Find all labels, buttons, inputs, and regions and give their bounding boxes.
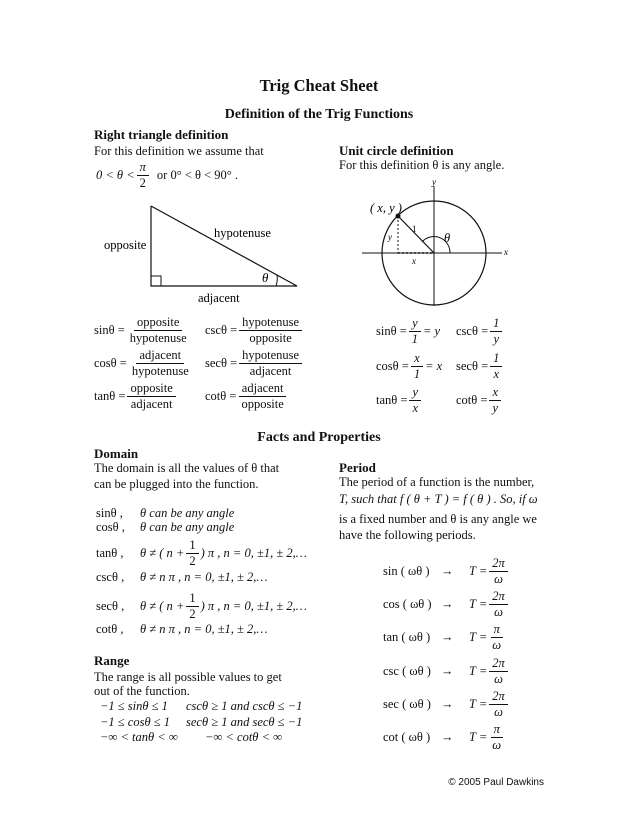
uc-def-3-fraction (490, 351, 502, 382)
right-triangle-diagram (94, 196, 314, 306)
domain-heading: Domain (94, 446, 139, 461)
period-0-fraction (489, 556, 508, 587)
rt-def-2-fraction (129, 348, 192, 379)
period-5-fraction (489, 722, 504, 753)
uc-def-0-numerator: y (409, 316, 421, 332)
label-theta: θ (262, 270, 269, 285)
triangle-outline (151, 206, 297, 286)
range-heading: Range (94, 653, 130, 668)
period-2-numerator: π (491, 622, 503, 638)
period-T-3: T = (469, 664, 488, 678)
uc-def-0-fraction (409, 316, 421, 347)
uc-def-tail-2: = x (425, 359, 443, 373)
domain-cond-b-4: ) π , n = 0, ±1, ± 2,… (200, 599, 307, 613)
uc-def-4 (376, 385, 423, 416)
domain-half-4-numerator: 1 (186, 591, 198, 607)
rt-def-0-numerator: opposite (134, 315, 182, 331)
assumption-left: 0 < θ < (96, 168, 135, 182)
theta-label: θ (444, 231, 451, 245)
domain-cond-a-2: θ ≠ ( n + (140, 546, 185, 560)
rt-def-0-fraction (127, 315, 190, 346)
rt-def-5-numerator: adjacent (239, 381, 287, 397)
uc-def-5-numerator: x (489, 385, 501, 401)
rt-def-4 (94, 381, 178, 412)
uc-def-1 (456, 316, 504, 347)
period-5-numerator: π (491, 722, 503, 738)
rt-def-5-denominator: opposite (241, 397, 284, 411)
uc-def-2 (376, 351, 442, 382)
section-heading-facts: Facts and Properties (257, 430, 381, 445)
domain-row-2 (96, 538, 307, 569)
rt-def-2-denominator: hypotenuse (131, 364, 189, 378)
range-left-1: −1 ≤ cosθ ≤ 1 (100, 715, 170, 729)
period-4-denominator: ω (494, 705, 503, 719)
right-triangle-intro: For this definition we assume that (94, 144, 264, 158)
period-2-denominator: ω (492, 638, 502, 652)
domain-half-2-fraction (186, 538, 198, 569)
rt-def-3-denominator: adjacent (249, 364, 292, 378)
copyright-footer: © 2005 Paul Dawkins (448, 777, 544, 788)
domain-intro-2: can be plugged into the function. (94, 477, 259, 491)
period-arrow-3: → (441, 664, 454, 678)
page-title: Trig Cheat Sheet (259, 76, 379, 95)
period-fn-2: tan ( ωθ ) (383, 630, 431, 644)
uc-def-fn-5: cotθ = (456, 393, 488, 407)
domain-row-0 (96, 506, 234, 521)
period-0-numerator: 2π (489, 556, 508, 572)
uc-def-2-denominator: 1 (413, 367, 421, 381)
y-label: y (388, 232, 392, 242)
period-1-denominator: ω (494, 605, 503, 619)
domain-row-5 (96, 622, 268, 637)
period-3-denominator: ω (494, 672, 503, 686)
rt-def-fn-0: sinθ = (94, 323, 125, 337)
uc-def-3-numerator: 1 (490, 351, 502, 367)
uc-def-fn-1: cscθ = (456, 324, 489, 338)
uc-def-0-denominator: 1 (411, 332, 418, 346)
unit-circle-intro: For this definition θ is any angle. (339, 158, 505, 172)
radius-label: 1 (412, 224, 417, 234)
period-T-4: T = (469, 697, 488, 711)
domain-intro-1: The domain is all the values of θ that (94, 461, 280, 475)
uc-def-4-numerator: y (409, 385, 421, 401)
period-3-numerator: 2π (489, 656, 508, 672)
domain-fn-2: tanθ , (96, 546, 124, 560)
rt-def-1 (205, 315, 304, 346)
rt-def-5-fraction (238, 381, 286, 412)
uc-def-fn-0: sinθ = (376, 324, 407, 338)
uc-def-fn-2: cosθ = (376, 359, 409, 373)
domain-row-4 (96, 591, 307, 622)
domain-fn-0: sinθ , (96, 506, 123, 520)
period-T-5: T = (469, 730, 488, 744)
period-arrow-5: → (441, 730, 454, 744)
rt-def-5 (205, 381, 289, 412)
domain-cond-b-2: ) π , n = 0, ±1, ± 2,… (200, 546, 307, 560)
radius-line (398, 216, 434, 253)
period-4-numerator: 2π (489, 689, 508, 705)
period-1-fraction (489, 589, 508, 620)
domain-cond-5: θ ≠ n π , n = 0, ±1, ± 2,… (140, 622, 268, 636)
period-0-denominator: ω (494, 572, 503, 586)
domain-fn-1: cosθ , (96, 520, 125, 534)
period-T-0: T = (469, 564, 488, 578)
range-left-0: −1 ≤ sinθ ≤ 1 (100, 699, 168, 713)
period-fn-5: cot ( ωθ ) (383, 730, 431, 744)
period-row-0 (383, 556, 510, 587)
period-row-3 (383, 656, 510, 687)
assumption-right: or 0° < θ < 90° . (156, 168, 239, 182)
rt-def-0-denominator: hypotenuse (129, 331, 187, 345)
domain-half-4-fraction (186, 591, 198, 622)
rt-def-fn-2: cosθ = (94, 356, 127, 370)
two-denominator: 2 (139, 176, 146, 190)
domain-fn-4: secθ , (96, 599, 125, 613)
domain-cond-a-4: θ ≠ ( n + (140, 599, 185, 613)
uc-def-2-fraction (411, 351, 423, 382)
period-intro-4: have the following periods. (339, 528, 476, 542)
period-5-denominator: ω (492, 738, 502, 752)
angle-assumption (96, 160, 238, 191)
rt-def-4-denominator: adjacent (130, 397, 173, 411)
domain-cond-3: θ ≠ n π , n = 0, ±1, ± 2,… (140, 570, 268, 584)
period-intro-3: is a fixed number and θ is any angle we (339, 512, 537, 526)
rt-def-fn-1: cscθ = (205, 323, 238, 337)
period-3-fraction (489, 656, 508, 687)
domain-row-1 (96, 520, 234, 535)
uc-def-4-denominator: x (412, 401, 418, 415)
rt-def-fn-5: cotθ = (205, 389, 237, 403)
rt-def-fn-4: tanθ = (94, 389, 126, 403)
rt-def-1-denominator: opposite (249, 331, 292, 345)
rt-def-3-numerator: hypotenuse (239, 348, 302, 364)
right-triangle-heading: Right triangle definition (94, 127, 229, 142)
uc-def-5 (456, 385, 503, 416)
uc-def-4-fraction (409, 385, 421, 416)
domain-cond-1: θ can be any angle (140, 520, 235, 534)
pi-numerator: π (137, 160, 149, 176)
period-arrow-0: → (441, 564, 454, 578)
rt-def-3 (205, 348, 304, 379)
uc-def-fn-3: secθ = (456, 359, 489, 373)
y-axis-label: y (432, 177, 436, 187)
rt-def-4-numerator: opposite (127, 381, 175, 397)
period-arrow-4: → (441, 697, 454, 711)
period-row-4 (383, 689, 510, 720)
label-hypotenuse: hypotenuse (214, 226, 271, 240)
uc-def-1-numerator: 1 (490, 316, 502, 332)
range-right-2: −∞ < cotθ < ∞ (205, 730, 283, 744)
rt-def-1-numerator: hypotenuse (239, 315, 302, 331)
domain-half-2-numerator: 1 (186, 538, 198, 554)
rt-def-2 (94, 348, 194, 379)
rt-def-fn-3: secθ = (205, 356, 238, 370)
range-intro-1: The range is all possible values to get (94, 670, 282, 684)
domain-half-4-denominator: 2 (189, 607, 196, 621)
period-row-1 (383, 589, 510, 620)
period-intro-2: T, such that f ( θ + T ) = f ( θ ) . So, if ω (339, 492, 538, 506)
section-heading-definitions: Definition of the Trig Functions (224, 107, 414, 122)
domain-cond-0: θ can be any angle (140, 506, 235, 520)
angle-arc (276, 275, 277, 286)
uc-def-3 (456, 351, 504, 382)
period-intro-1: The period of a function is the number, (339, 475, 535, 489)
range-intro-2: out of the function. (94, 684, 190, 698)
period-fn-4: sec ( ωθ ) (383, 697, 431, 711)
uc-def-tail-0: = y (423, 324, 441, 338)
range-left-2: −∞ < tanθ < ∞ (100, 730, 178, 744)
period-arrow-1: → (441, 597, 454, 611)
domain-half-2-denominator: 2 (189, 554, 196, 568)
period-T-2: T = (469, 630, 488, 644)
period-fn-0: sin ( ωθ ) (383, 564, 430, 578)
uc-def-0 (376, 316, 440, 347)
label-opposite: opposite (104, 238, 147, 252)
uc-def-1-denominator: y (493, 332, 500, 346)
uc-def-fn-4: tanθ = (376, 393, 408, 407)
unit-circle-diagram (340, 176, 520, 310)
domain-fn-3: cscθ , (96, 570, 125, 584)
label-adjacent: adjacent (198, 291, 240, 305)
range-right-1: secθ ≥ 1 and secθ ≤ −1 (186, 715, 303, 729)
uc-def-5-denominator: y (492, 401, 498, 415)
period-row-2 (383, 622, 506, 653)
uc-def-3-denominator: x (493, 367, 500, 381)
range-right-0: cscθ ≥ 1 and cscθ ≤ −1 (186, 699, 303, 713)
period-T-1: T = (469, 597, 488, 611)
right-angle-mark (151, 276, 161, 286)
domain-row-3 (96, 570, 268, 585)
uc-def-5-fraction (489, 385, 501, 416)
point-label: ( x, y ) (370, 201, 402, 215)
uc-def-2-numerator: x (411, 351, 423, 367)
rt-def-3-fraction (239, 348, 302, 379)
period-heading: Period (339, 460, 376, 475)
period-row-5 (383, 722, 506, 753)
rt-def-1-fraction (239, 315, 302, 346)
rt-def-2-numerator: adjacent (136, 348, 184, 364)
period-arrow-2: → (441, 630, 454, 644)
period-4-fraction (489, 689, 508, 720)
period-1-numerator: 2π (489, 589, 508, 605)
period-2-fraction (489, 622, 504, 653)
x-axis-label: x (504, 247, 508, 257)
rt-def-4-fraction (127, 381, 175, 412)
rt-def-0 (94, 315, 192, 346)
uc-def-1-fraction (490, 316, 502, 347)
x-label: x (412, 256, 416, 266)
unit-circle-heading: Unit circle definition (339, 143, 454, 158)
domain-fn-5: cotθ , (96, 622, 124, 636)
period-fn-3: csc ( ωθ ) (383, 664, 431, 678)
period-fn-1: cos ( ωθ ) (383, 597, 432, 611)
pi-over-two (137, 160, 149, 191)
